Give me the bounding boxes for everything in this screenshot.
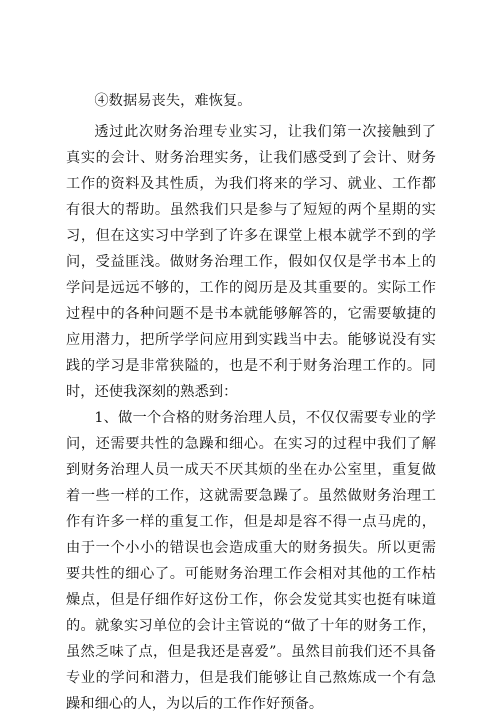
paragraph-internship-summary: 透过此次财务治理专业实习，让我们第一次接触到了真实的会计、财务治理实务，让我们感受到了会计、财务工作的资料及其性质，为我们将来的学习、就业、工作都有很大的帮助。虽然我们只是参与了短短的两个星期的实习，但在这实习中学到了许多在课堂上根本就学不到的学问，受益匪浅。做财务治理工作，假如仅仅是学书本上的学问是远远不够的，工作的阅历是及其重要的。实际工作过程中的各种问题不是书本就能够解答的，它需要敏捷的应用潜力，把所学学问应用到实践当中去。能够说没有实践的学习是非常狭隘的，也是不利于财务治理工作的。同时，还使我深刻的熟悉到： xyxy=(66,124,436,400)
paragraph-point-1: 1、做一个合格的财务治理人员，不仅仅需要专业的学问，还需要共性的急躁和细心。在实习的过程中我们了解到财务治理人员一成天不厌其烦的坐在办公室里，重复做着一些一样的工作，这就需要急躁了。虽然做财务治理工作有许多一样的重复工作，但是却是容不得一点马虎的，由于一个小小的错误也会造成重大的财务损失。所以更需要共性的细心了。可能财务治理工作会相对其他的工作枯燥点，但是仔细作好这份工作，你会发觉其实也挺有味道的。就象实习单位的会计主管说的“做了十年的财务工作，虽然乏味了点，但是我还是喜爱”。虽然目前我们还不具备专业的学问和潜力，但是我们能够让自己熬炼成一个有急躁和细心的人，为以后的工作作好预备。 xyxy=(66,410,436,712)
document-body xyxy=(66,88,436,717)
paragraph-item-4: ④数据易丧失，难恢复。 xyxy=(94,93,252,109)
